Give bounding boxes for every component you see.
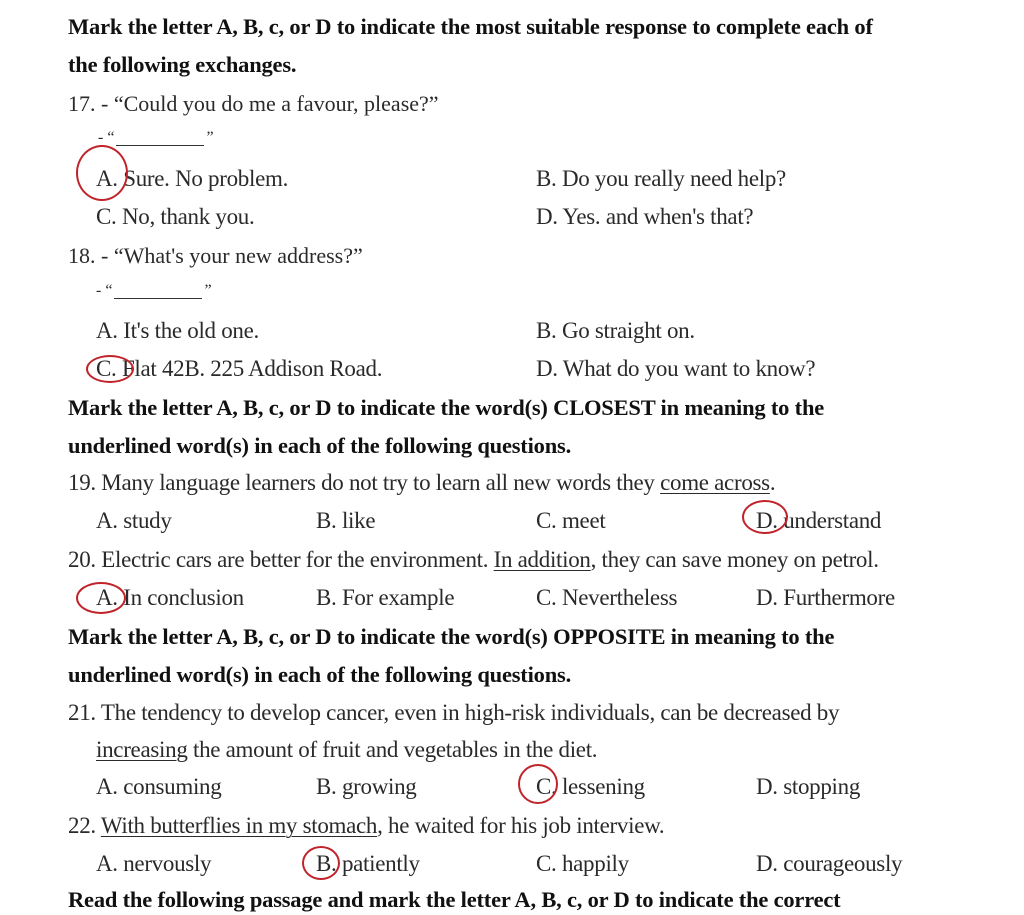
q18-stem: 18. - “What's your new address?” (68, 243, 363, 268)
q17-option-a[interactable]: A. Sure. No problem. (96, 166, 289, 191)
q22-option-d[interactable]: D. courageously (756, 851, 903, 876)
q19-underlined-phrase: come across (660, 470, 770, 495)
q21-option-a[interactable]: A. consuming (96, 774, 222, 799)
instruction-closest-line2: underlined word(s) in each of the following questions. (68, 433, 571, 458)
q18-option-a[interactable]: A. It's the old one. (96, 318, 259, 343)
q18-blank-close-quote: ” (204, 282, 212, 299)
q18-option-b[interactable]: B. Go straight on. (536, 318, 695, 343)
q20-option-d[interactable]: D. Furthermore (756, 585, 895, 610)
q19-option-c[interactable]: C. meet (536, 508, 606, 533)
q19-option-b[interactable]: B. like (316, 508, 376, 533)
q17-blank-close-quote: ” (206, 129, 214, 146)
q19-stem-end: . (769, 470, 776, 495)
q22-stem (68, 811, 664, 841)
q21-option-d[interactable]: D. stopping (756, 774, 861, 799)
q21-stem-line2 (96, 735, 597, 765)
q22-stem-number: 22. (68, 813, 101, 838)
q20-answer-circle (76, 582, 126, 614)
q17-stem: 17. - “Could you do me a favour, please?” (68, 91, 439, 116)
q22-option-c[interactable]: C. happily (536, 851, 629, 876)
q20-option-b[interactable]: B. For example (316, 585, 455, 610)
instruction-opposite-line2: underlined word(s) in each of the following questions. (68, 662, 571, 687)
instruction-exchanges-line2: the following exchanges. (68, 52, 297, 77)
q19-stem (68, 468, 775, 498)
q21-option-b[interactable]: B. growing (316, 774, 417, 799)
q21-stem-line1: 21. The tendency to develop cancer, even in high-risk individuals, can be decreased by (68, 700, 840, 725)
q20-option-a[interactable]: A. In conclusion (96, 585, 244, 610)
q17-blank-line (116, 133, 204, 146)
q18-blank-line (114, 286, 202, 299)
q18-blank-open-quote: - “ (96, 282, 113, 299)
q18-option-c[interactable]: C. Flat 42B. 225 Addison Road. (96, 356, 383, 381)
q18-option-d[interactable]: D. What do you want to know? (536, 356, 816, 381)
instruction-exchanges-line1: Mark the letter A, B, c, or D to indicate the most suitable response to complete each of (68, 14, 873, 39)
q22-option-b[interactable]: B. patiently (316, 851, 420, 876)
q20-stem-text: 20. Electric cars are better for the environment. (68, 547, 494, 572)
q17-option-d[interactable]: D. Yes. and when's that? (536, 204, 754, 229)
q20-underlined-phrase: In addition (493, 547, 591, 572)
q19-answer-circle (742, 500, 788, 534)
q18-answer-circle (86, 355, 134, 383)
q19-option-d[interactable]: D. understand (756, 508, 882, 533)
q17-answer-blank (98, 130, 214, 146)
q17-option-b[interactable]: B. Do you really need help? (536, 166, 786, 191)
q19-option-a[interactable]: A. study (96, 508, 172, 533)
q19-stem-text: 19. Many language learners do not try to learn all new words they (68, 470, 661, 495)
instruction-passage: Read the following passage and mark the letter A, B, c, or D to indicate the correct (68, 887, 841, 912)
q17-answer-circle (76, 145, 128, 201)
q20-option-c[interactable]: C. Nevertheless (536, 585, 678, 610)
q20-stem (68, 545, 879, 575)
q17-option-c[interactable]: C. No, thank you. (96, 204, 255, 229)
q22-answer-circle (302, 846, 340, 880)
q18-answer-blank (96, 283, 212, 299)
q22-option-a[interactable]: A. nervously (96, 851, 212, 876)
instruction-closest-line1: Mark the letter A, B, c, or D to indicate the word(s) CLOSEST in meaning to the (68, 395, 825, 420)
q21-underlined-word: increasing (96, 737, 188, 762)
instruction-opposite-line1: Mark the letter A, B, c, or D to indicate the word(s) OPPOSITE in meaning to the (68, 624, 835, 649)
q20-stem-end: , they can save money on petrol. (590, 547, 879, 572)
q17-blank-open-quote: - “ (98, 129, 115, 146)
q22-stem-end: , he waited for his job interview. (377, 813, 665, 838)
q21-stem-end: the amount of fruit and vegetables in the diet. (187, 737, 598, 762)
q21-answer-circle (518, 764, 558, 804)
q22-underlined-phrase: With butterflies in my stomach (100, 813, 378, 838)
q21-option-c[interactable]: C. lessening (536, 774, 645, 799)
